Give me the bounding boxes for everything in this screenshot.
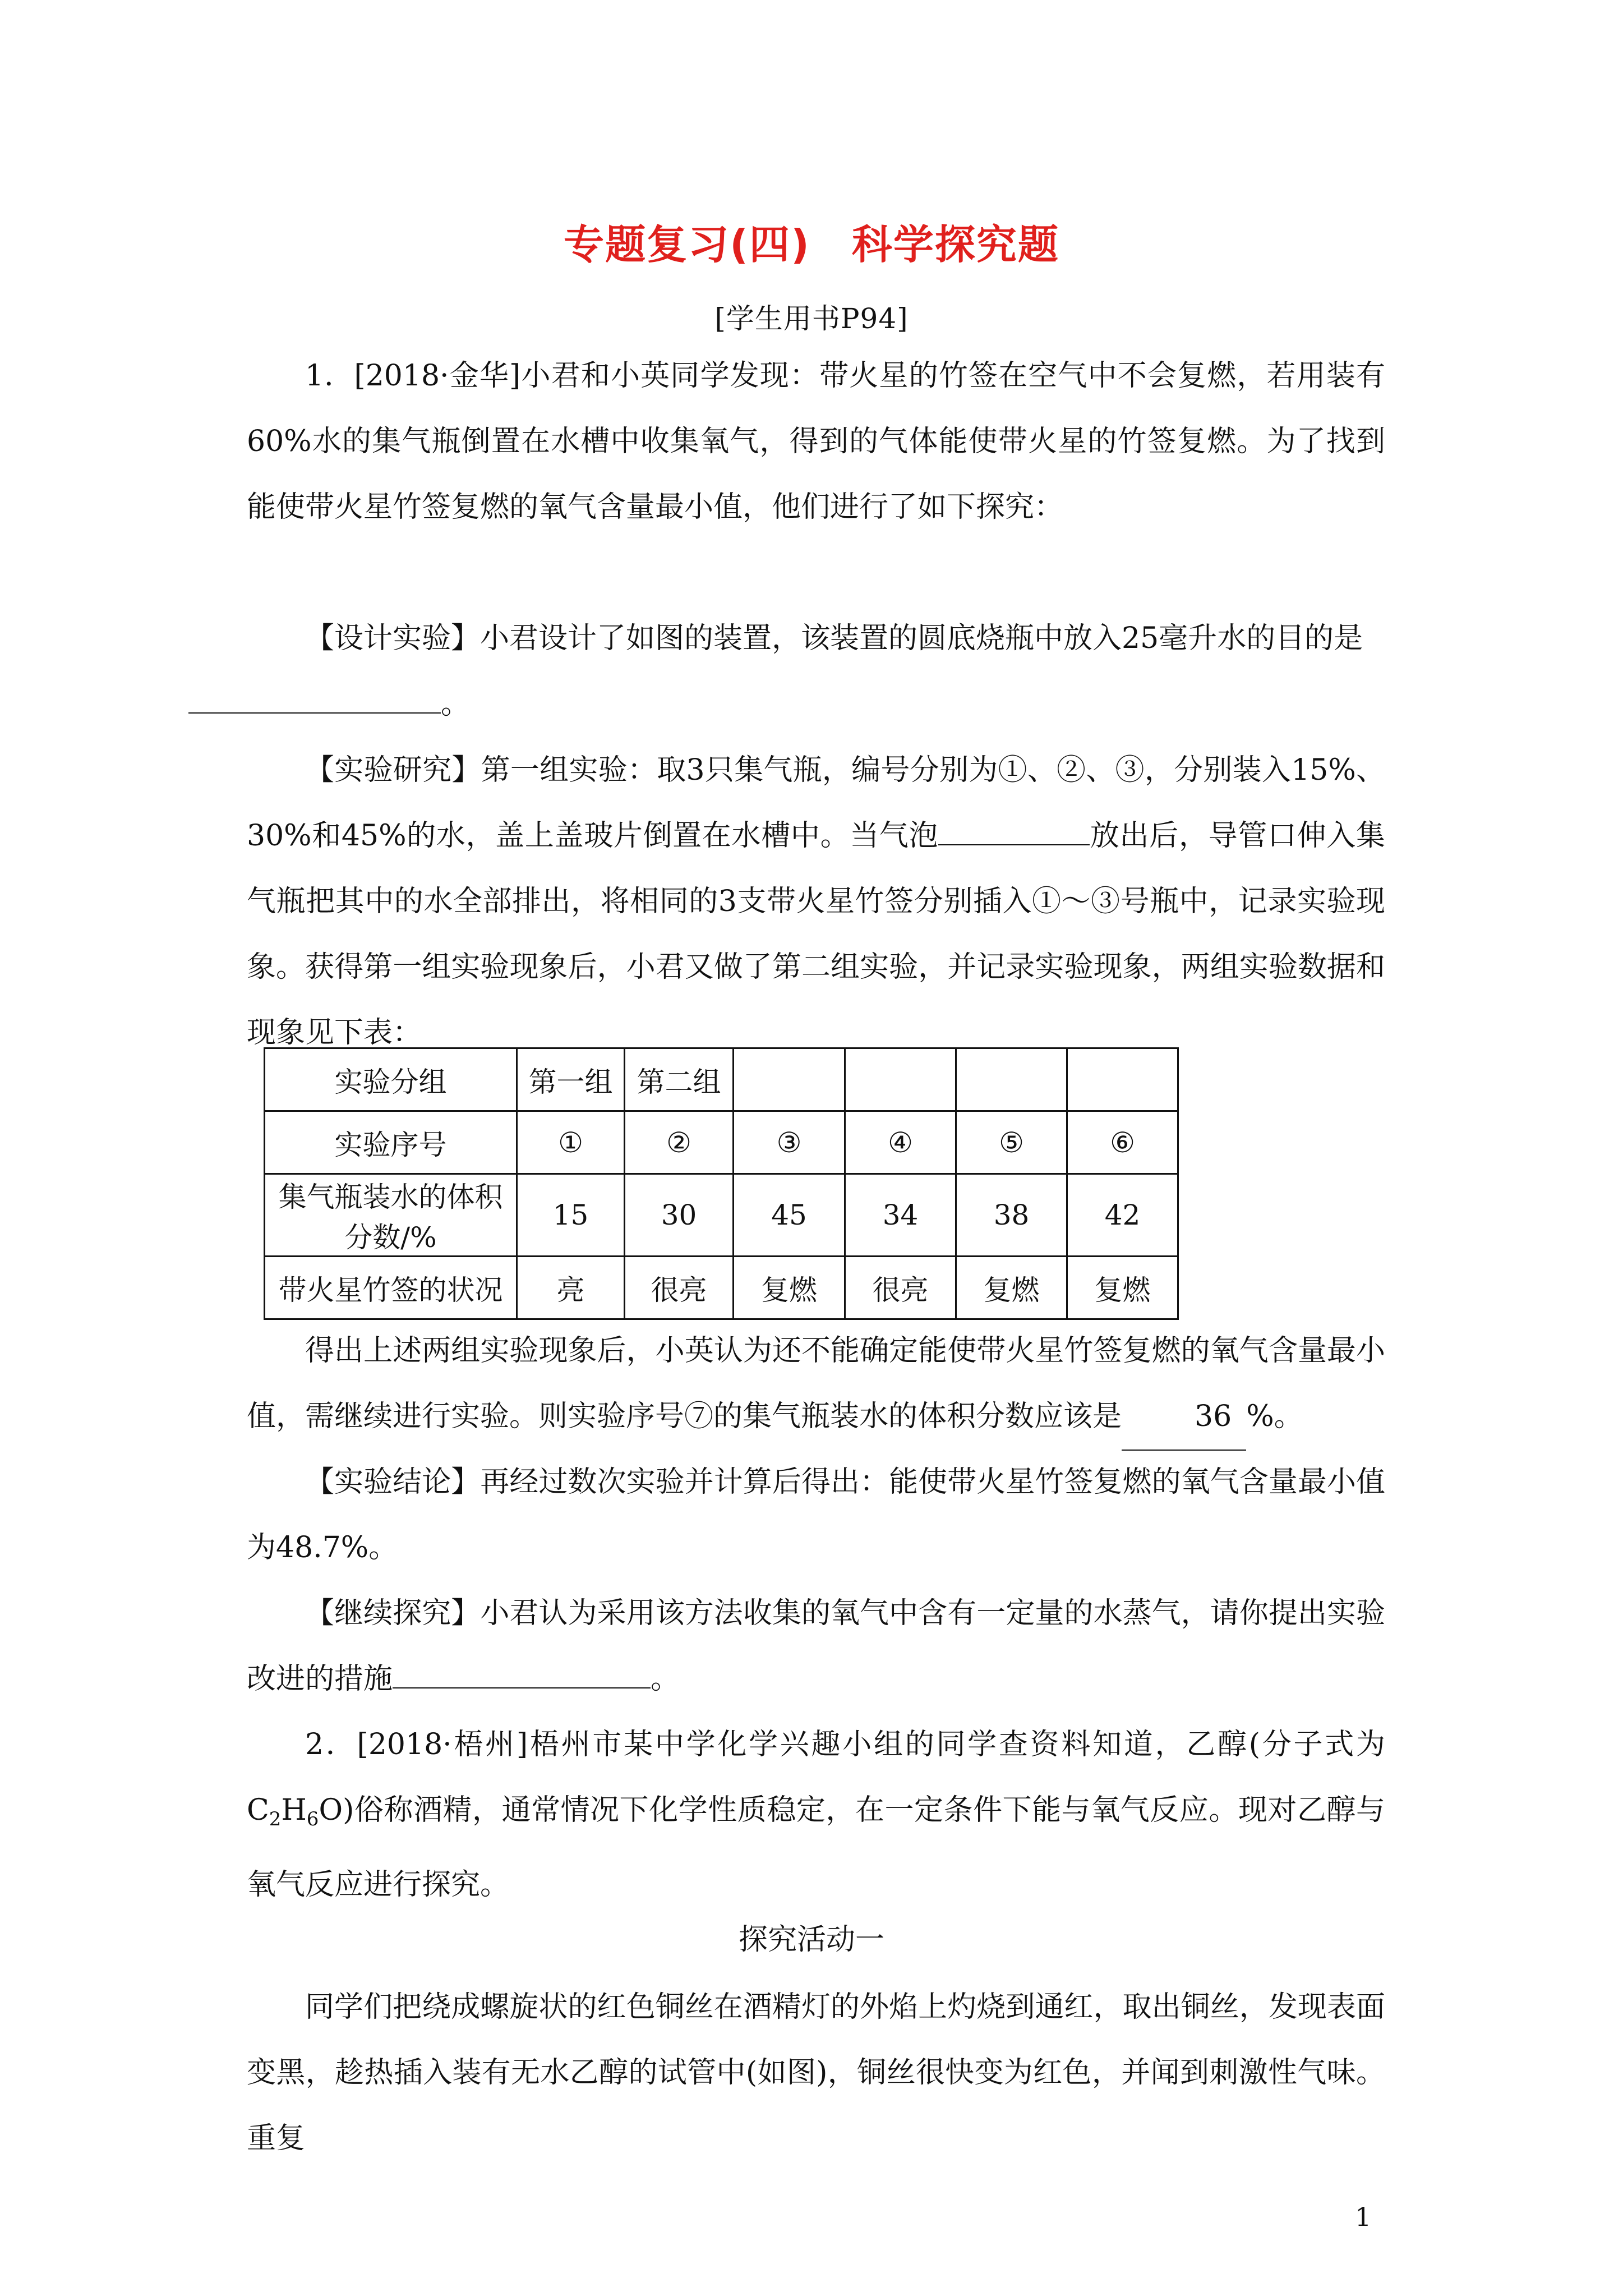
table-row-sequence bbox=[265, 1111, 1178, 1174]
table-cell: 45 bbox=[734, 1174, 845, 1257]
activity-heading: 探究活动一 bbox=[738, 1923, 884, 1957]
experiment-data-table bbox=[264, 1047, 1179, 1320]
table-cell: 复燃 bbox=[1067, 1257, 1178, 1319]
q2-subscript-2: 2 bbox=[269, 1808, 282, 1830]
page-title: 专题复习(四) 科学探究题 bbox=[564, 221, 1059, 268]
table-cell: ① bbox=[517, 1111, 625, 1174]
table-cell bbox=[1067, 1048, 1178, 1111]
q2-intro-a: 2．[2018·梧州]梧州市某中学化学兴趣小组的同学查资料知道，乙醇(分子式为C bbox=[247, 1728, 1385, 1827]
activity-text: 同学们把绕成螺旋状的红色铜丝在酒精灯的外焰上灼烧到通红，取出铜丝，发现表面变黑，趁热插入装有无水乙醇的试管中(如图)，铜丝很快变为红色，并闻到刺激性气味。重复 bbox=[247, 1990, 1385, 2155]
q1-research-text-1: 【实验研究】第一组实验：取3只集气瓶，编号分别为①、②、③，分别装入15%、30%和45%的水，盖上盖玻片倒置在水槽中。当气泡 bbox=[247, 753, 1385, 853]
table-cell: 亮 bbox=[517, 1257, 625, 1319]
q1-continue-text: 【继续探究】小君认为采用该方法收集的氧气中含有一定量的水蒸气，请你提出实验改进的措施 bbox=[247, 1596, 1385, 1696]
q1-continue bbox=[247, 1581, 1385, 1712]
q1-design bbox=[247, 606, 1385, 737]
q2-subscript-6: 6 bbox=[306, 1808, 319, 1830]
table-cell: 42 bbox=[1067, 1174, 1178, 1257]
q1-followup bbox=[247, 1318, 1385, 1451]
table-cell: 复燃 bbox=[956, 1257, 1067, 1319]
table-row-group bbox=[265, 1048, 1178, 1111]
q1-design-blank[interactable] bbox=[188, 684, 441, 714]
table-cell: ⑥ bbox=[1067, 1111, 1178, 1174]
table-cell: 34 bbox=[845, 1174, 956, 1257]
table-cell: 第一组 bbox=[517, 1048, 625, 1111]
table-cell: 很亮 bbox=[625, 1257, 734, 1319]
q1-followup-text: 得出上述两组实验现象后，小英认为还不能确定能使带火星竹签复燃的氧气含量最小值，需继续进行实验。则实验序号⑦的集气瓶装水的体积分数应该是 bbox=[247, 1334, 1385, 1433]
table-cell: ③ bbox=[734, 1111, 845, 1174]
table-cell: 15 bbox=[517, 1174, 625, 1257]
q1-continue-end: 。 bbox=[651, 1662, 680, 1696]
table-cell: 复燃 bbox=[734, 1257, 845, 1319]
table-cell: 实验序号 bbox=[265, 1111, 517, 1174]
q1-design-text: 【设计实验】小君设计了如图的装置，该装置的圆底烧瓶中放入25毫升水的目的是 bbox=[305, 622, 1363, 655]
table-cell bbox=[734, 1048, 845, 1111]
q1-bubble-blank[interactable] bbox=[938, 816, 1090, 845]
table-cell: ⑤ bbox=[956, 1111, 1067, 1174]
book-reference: [学生用书P94] bbox=[714, 302, 909, 335]
table-cell: ② bbox=[625, 1111, 734, 1174]
table-cell bbox=[956, 1048, 1067, 1111]
table-cell: 第二组 bbox=[625, 1048, 734, 1111]
table-row-status bbox=[265, 1257, 1178, 1319]
table-cell: 很亮 bbox=[845, 1257, 956, 1319]
table-cell: 带火星竹签的状况 bbox=[265, 1257, 517, 1319]
table-cell: 集气瓶装水的体积分数/% bbox=[265, 1174, 517, 1257]
table-row-volume bbox=[265, 1174, 1178, 1257]
q1-conclusion: 【实验结论】再经过数次实验并计算后得出：能使带火星竹签复燃的氧气含量最小值为48.7%。 bbox=[247, 1465, 1385, 1565]
q1-research-text-2: 放出后，导管口伸入集气瓶把其中的水全部排出，将相同的3支带火星竹签分别插入①～③号瓶中，记录实验现象。获得第一组实验现象后，小君又做了第二组实验，并记录实验现象，两组实验数据和现象见下表： bbox=[247, 819, 1385, 1050]
q2-intro-b: O)俗称酒精，通常情况下化学性质稳定，在一定条件下能与氧气反应。现对乙醇与氧气反应进行探究。 bbox=[247, 1793, 1385, 1902]
table-cell: 30 bbox=[625, 1174, 734, 1257]
table-cell: ④ bbox=[845, 1111, 956, 1174]
q2-h: H bbox=[281, 1793, 307, 1827]
q1-answer-36: 36 bbox=[1122, 1384, 1246, 1451]
table-cell: 38 bbox=[956, 1174, 1067, 1257]
q1-research bbox=[247, 738, 1385, 1066]
q1-followup-end: %。 bbox=[1246, 1400, 1303, 1433]
page-number: 1 bbox=[1355, 2202, 1372, 2232]
q1-improvement-blank[interactable] bbox=[393, 1659, 651, 1688]
q2-intro bbox=[247, 1712, 1385, 1918]
q1-design-end: 。 bbox=[441, 687, 471, 721]
q1-intro: 1．[2018·金华]小君和小英同学发现：带火星的竹签在空气中不会复燃，若用装有60%水的集气瓶倒置在水槽中收集氧气，得到的气体能使带火星的竹签复燃。为了找到能使带火星竹签复燃的氧气含量最小值，他们进行了如下探究： bbox=[247, 359, 1385, 524]
table-cell: 实验分组 bbox=[265, 1048, 517, 1111]
table-cell bbox=[845, 1048, 956, 1111]
